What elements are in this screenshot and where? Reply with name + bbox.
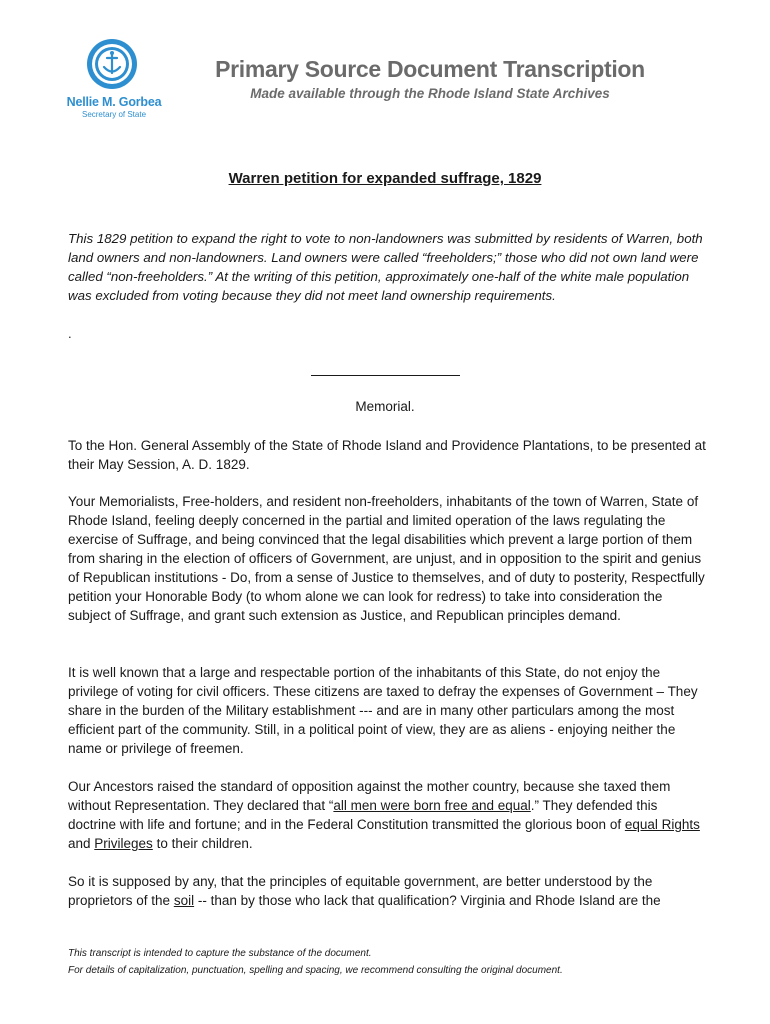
text-run: So it is supposed by any, that the principles of equitable government, are better understood by the proprietors of the (68, 874, 653, 908)
paragraph-memorialists: Your Memorialists, Free-holders, and resident non-freeholders, inhabitants of the town of Warren, State of Rhode Island, feeling deeply concerned in the partial and limited operation of the laws regulating the exercise of Suffrage, and being convinced that the legal disabilities which prevent a large portion of them from sharing in the election of officers of Government, are unjust, and in opposition to the spirit and genius of Republican institutions - Do, from a sense of Justice to themselves, and of duty to posterity, Respectfully petition your Honorable Body (to whom alone we can look for redress) to take into consideration the subject of Suffrage, and grant such extension as Justice, and Republican principles demand. (68, 494, 705, 623)
text-run: -- than by those who lack that qualification? Virginia and Rhode Island are the (194, 893, 661, 908)
paragraph-inhabitants: It is well known that a large and respectable portion of the inhabitants of this State, do not enjoy the privilege of voting for civil officers. These citizens are taxed to defray the expenses of Government – They share in the burden of the Military establishment --- and are in many other particulars among the most efficient part of the community. Still, in a political point of view, they are as aliens - enjoying neither the name or privilege of freemen. (68, 665, 698, 756)
underlined-phrase: Privileges (94, 836, 153, 851)
underlined-phrase: equal Rights (624, 817, 700, 832)
paragraph-equitable-government (68, 872, 708, 910)
rhode-island-seal-icon (86, 38, 138, 90)
footer-line-2: For details of capitalization, punctuation, spelling and spacing, we recommend consulting the original document. (68, 965, 563, 976)
section-divider (311, 375, 460, 376)
secretary-name: Nellie M. Gorbea (66, 95, 162, 109)
text-run: .” They defended this doctrine with life and fortune; and in the Federal Constitution transmitted the glorious boon of (68, 798, 658, 832)
page-title: Primary Source Document Transcription (215, 56, 645, 82)
intro-paragraph: This 1829 petition to expand the right to vote to non-landowners was submitted by residents of Warren, both land owners and non-landowners. Land owners were called “freeholders;” those who did not own land were called “non-freeholders.” At the writing of this petition, approximately one-half of the white male population was excluded from voting because they did not meet land ownership requirements. (68, 231, 703, 303)
text-run: Our Ancestors raised the standard of opposition against the mother country, because she taxed them without Representation. They declared that “ (68, 779, 671, 813)
underlined-phrase: soil (173, 893, 195, 908)
page-subtitle: Made available through the Rhode Island State Archives (250, 86, 610, 101)
underlined-phrase: all men were born free and equal (333, 798, 531, 813)
intro-dot: . (68, 326, 72, 341)
paragraph-ancestors (68, 777, 708, 853)
text-run: to their children. (152, 836, 253, 851)
memorial-heading: Memorial. (355, 399, 415, 414)
footer-line-1: This transcript is intended to capture the substance of the document. (68, 948, 372, 959)
secretary-title: Secretary of State (81, 110, 147, 119)
footer-note (68, 945, 708, 979)
document-title: Warren petition for expanded suffrage, 1829 (228, 170, 542, 187)
paragraph-address: To the Hon. General Assembly of the State of Rhode Island and Providence Plantations, to be presented at their May Session, A. D. 1829. (68, 438, 706, 472)
text-run: and (68, 836, 95, 851)
